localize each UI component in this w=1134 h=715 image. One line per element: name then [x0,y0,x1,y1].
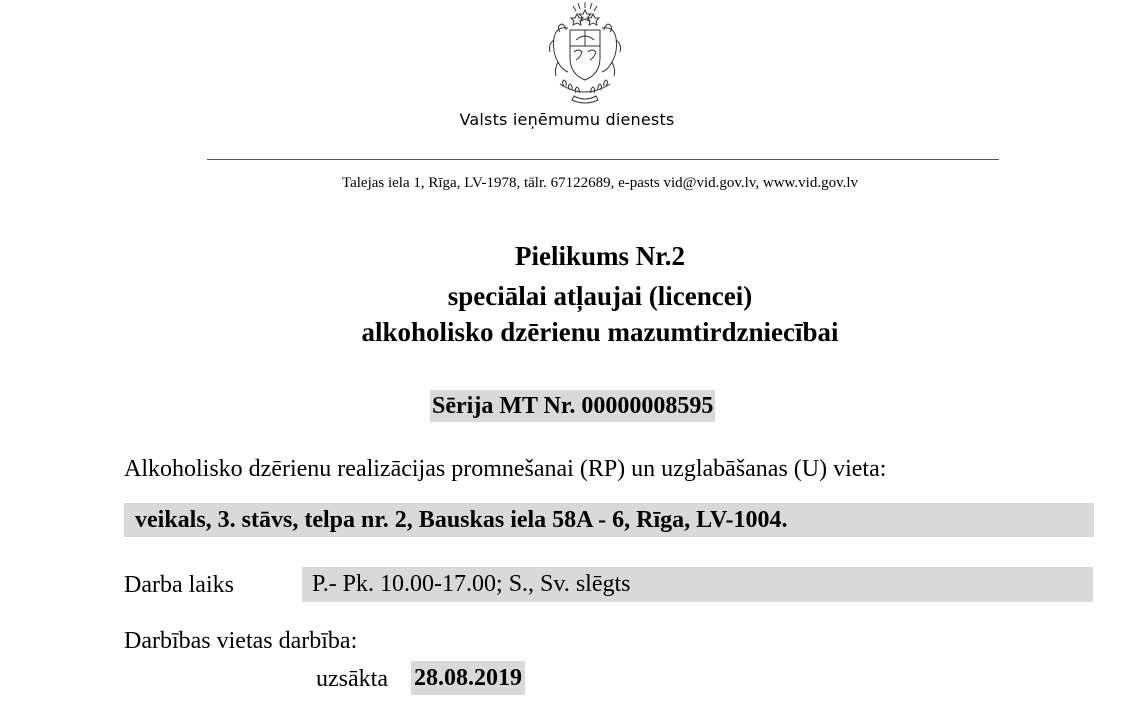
activity-label: Darbības vietas darbība: [124,628,358,654]
place-label: Alkoholisko dzērienu realizācijas promnešanai (RP) un uzglabāšanas (U) vieta: [124,456,887,482]
agency-name: Valsts ieņēmumu dienests [459,110,675,129]
place-value: veikals, 3. stāvs, telpa nr. 2, Bauskas iela 58A - 6, Rīga, LV-1004. [124,503,1094,537]
document-subtitle: speciālai atļaujai (licencei) [447,281,753,311]
working-hours-value: P.- Pk. 10.00-17.00; S., Sv. slēgts [302,567,1093,602]
document-subtitle-2: alkoholisko dzērienu mazumtirdzniecībai [361,317,839,347]
latvia-coat-of-arms-icon [540,0,630,104]
contact-line: Talejas iela 1, Rīga, LV-1978, tālr. 67122689, e-pasts vid@vid.gov.lv, www.vid.gov.lv [341,175,859,191]
serial-number: Sērija MT Nr. 00000008595 [430,390,715,422]
working-hours-label: Darba laiks [124,572,234,598]
header-divider [207,159,999,160]
started-label: uzsākta [316,666,388,692]
started-date: 28.08.2019 [411,661,525,695]
document-title: Pielikums Nr.2 [514,241,685,271]
